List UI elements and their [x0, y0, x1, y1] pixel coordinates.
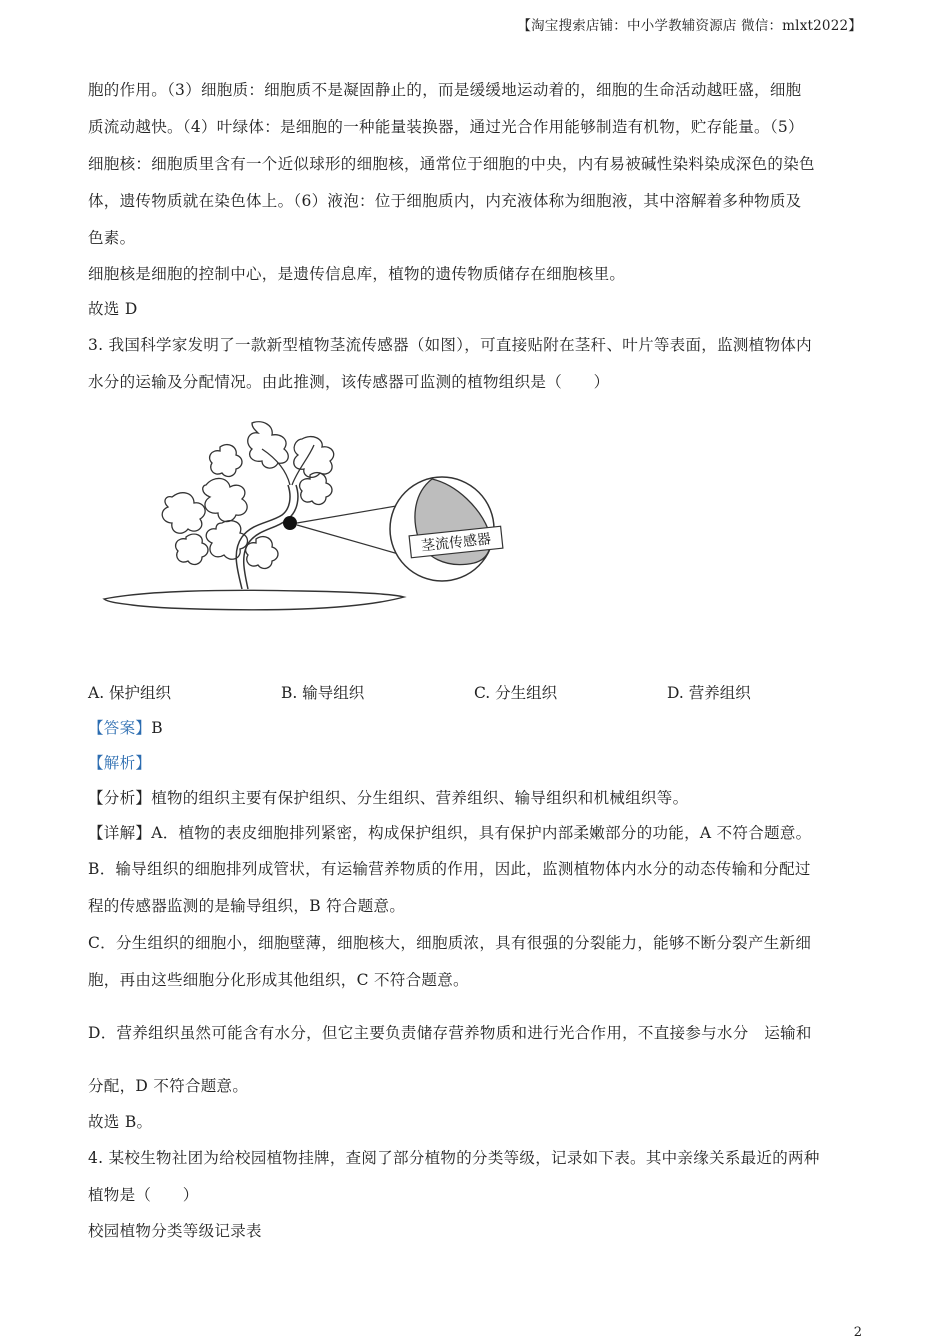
explanation-c: 胞，再由这些细胞分化形成其他组织，C 不符合题意。	[88, 971, 469, 989]
answer-value: B	[151, 719, 163, 737]
option-d[interactable]: D. 营养组织	[667, 684, 751, 702]
option-c[interactable]: C. 分生组织	[474, 684, 558, 702]
plant-sensor-figure	[88, 405, 860, 675]
plant-illustration	[102, 419, 522, 659]
document-body	[88, 72, 860, 1249]
explanation-b: 程的传感器监测的是输导组织，B 符合题意。	[88, 897, 406, 915]
analysis-heading	[88, 746, 860, 781]
option-b[interactable]: B. 输导组织	[281, 684, 365, 702]
explanation-b: B．输导组织的细胞排列成管状，有运输营养物质的作用，因此，监测植物体内水分的动态传输和分配过	[88, 860, 811, 878]
fenxi-tag: 【分析】	[88, 789, 152, 807]
xiangjie-line	[88, 816, 860, 851]
explanation-c: C．分生组织的细胞小，细胞壁薄，细胞核大，细胞质浓，具有很强的分裂能力，能够不断分裂产生新细	[88, 934, 812, 952]
page-number: 2	[853, 1325, 862, 1340]
question-3-options	[88, 675, 860, 711]
answer-line	[88, 711, 860, 746]
paragraph-line: 细胞核：细胞质里含有一个近似球形的细胞核，通常位于细胞的中央，内有易被碱性染料染成深色的染色	[88, 155, 815, 173]
question-4-stem: 4. 某校生物社团为给校园植物挂牌，查阅了部分植物的分类等级，记录如下表。其中亲缘关系最近的两种	[88, 1149, 820, 1167]
conclusion: 故选 B。	[88, 1113, 153, 1131]
ground-shape	[104, 590, 404, 610]
table-title: 校园植物分类等级记录表	[88, 1222, 262, 1240]
page-header: 【淘宝搜索店铺：中小学教辅资源店 微信：mlxt2022】	[517, 18, 862, 34]
sensor-point	[283, 516, 297, 530]
xiangjie-tag: 【详解】	[88, 824, 152, 842]
sensor-label: 茎流传感器	[420, 531, 492, 555]
paragraph-line: 体，遗传物质就在染色体上。（6）液泡：位于细胞质内，内充液体称为细胞液，其中溶解着多种物质及	[88, 192, 802, 210]
leaf-cluster	[162, 422, 333, 569]
paragraph-line: 质流动越快。（4）叶绿体：是细胞的一种能量装换器，通过光合作用能够制造有机物，贮存能量。（5）	[88, 118, 804, 136]
explanation-d: 分配，D 不符合题意。	[88, 1077, 249, 1095]
paragraph-line: 胞的作用。（3）细胞质：细胞质不是凝固静止的，而是缓缓地运动着的，细胞的生命活动越旺盛，细胞	[88, 81, 802, 99]
question-3-stem: 3. 我国科学家发明了一款新型植物茎流传感器（如图），可直接贴附在茎秆、叶片等表面，监测植物体内	[88, 336, 812, 354]
paragraph-line: 色素。	[88, 229, 136, 247]
fenxi-text: 植物的组织主要有保护组织、分生组织、营养组织、输导组织和机械组织等。	[151, 789, 689, 807]
analysis-tag: 【解析】	[88, 754, 152, 772]
question-3-stem: 水分的运输及分配情况。由此推测，该传感器可监测的植物组织是（ ）	[88, 373, 610, 391]
paragraph-line: 细胞核是细胞的控制中心，是遗传信息库，植物的遗传物质储存在细胞核里。	[88, 265, 626, 283]
answer-tag: 【答案】	[88, 719, 152, 737]
fenxi-line	[88, 781, 860, 816]
xiangjie-a: A．植物的表皮细胞排列紧密，构成保护组织，具有保护内部柔嫩部分的功能，A 不符合题意。	[151, 824, 812, 842]
explanation-d: D．营养组织虽然可能含有水分，但它主要负责储存营养物质和进行光合作用，不直接参与水分 运输和	[88, 1024, 812, 1042]
option-a[interactable]: A. 保护组织	[88, 684, 172, 702]
question-4-stem: 植物是（ ）	[88, 1186, 199, 1204]
paragraph-line: 故选 D	[88, 300, 138, 318]
